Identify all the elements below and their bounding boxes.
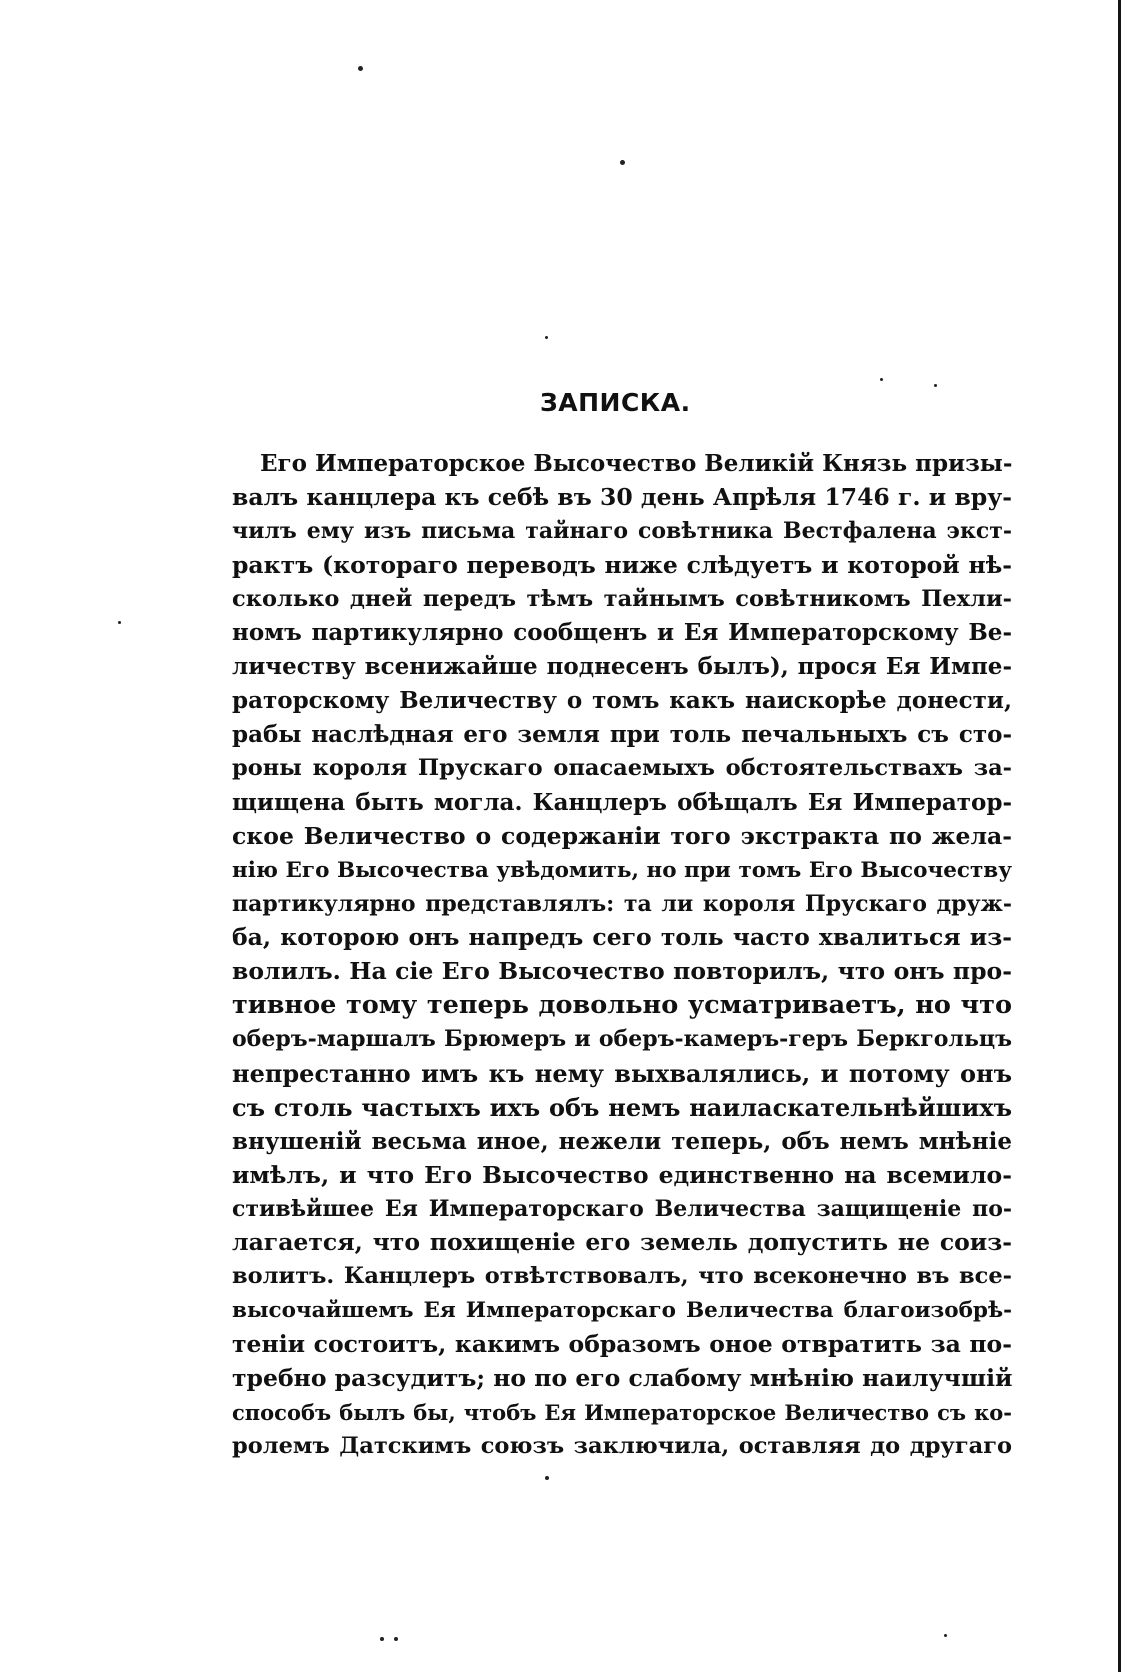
- ink-speck: [620, 160, 625, 165]
- text-line: теніи состоитъ, какимъ образомъ оное отвратить за по-: [232, 1330, 1012, 1359]
- text-line: щищена быть могла. Канцлеръ обѣщалъ Ея Император-: [232, 788, 1012, 816]
- ink-speck: [118, 621, 121, 624]
- text-line: рактъ (котораго переводъ ниже слѣдуетъ и которой нѣ-: [232, 550, 1012, 579]
- text-line: высочайшемъ Ея Императорскаго Величества благоизобрѣ-: [232, 1298, 1012, 1324]
- text-line: ское Величество о содержаніи того экстракта по жела-: [232, 821, 1012, 850]
- text-line: сколько дней передъ тѣмъ тайнымъ совѣтникомъ Пехли-: [232, 585, 1012, 612]
- ink-speck: [944, 1634, 947, 1637]
- text-line: непрестанно имъ къ нему выхвалялись, и потому онъ: [232, 1059, 1012, 1089]
- ink-speck: [880, 378, 883, 381]
- text-line: валъ канцлера къ себѣ въ 30 день Апрѣля 1746 г. и вру-: [232, 482, 1012, 511]
- text-line: Его Императорское Высочество Великій Князь призы-: [260, 450, 1012, 477]
- ink-speck: [394, 1637, 398, 1641]
- text-line: волилъ. На сіе Его Высочество повторилъ, что онъ про-: [232, 957, 1012, 986]
- ink-speck: [545, 336, 548, 339]
- text-line: нію Его Высочества увѣдомить, но при томъ Его Высочеству: [232, 857, 1012, 883]
- text-line: способъ былъ бы, чтобъ Ея Императорское Величество съ ко-: [232, 1399, 1012, 1425]
- ink-speck: [358, 66, 363, 71]
- text-line: раторскому Величеству о томъ какъ наискорѣе донести,: [232, 687, 1012, 715]
- text-line: рабы наслѣдная его земля при толь печальныхъ съ сто-: [232, 721, 1012, 749]
- page-title: ЗАПИСКА.: [540, 388, 691, 417]
- text-line: личеству всенижайше поднесенъ былъ), прося Ея Импе-: [232, 653, 1012, 681]
- text-line: стивѣйшее Ея Императорскаго Величества защищеніе по-: [232, 1195, 1012, 1222]
- text-line: партикулярно представлялъ: та ли короля Прускаго друж-: [232, 890, 1012, 917]
- text-line: чилъ ему изъ письма тайнаго совѣтника Вестфалена экст-: [232, 517, 1012, 544]
- text-line: тивное тому теперь довольно усматриваетъ, но что: [232, 990, 1012, 1021]
- text-line: номъ партикулярно сообщенъ и Ея Императорскому Ве-: [232, 619, 1012, 647]
- text-line: требно разсудитъ; но по его слабому мнѣнію наилучшій: [232, 1364, 1012, 1393]
- page-edge-rule: [1118, 0, 1121, 1672]
- text-line: оберъ-маршалъ Брюмеръ и оберъ-камеръ-геръ Беркгольцъ: [232, 1026, 1012, 1053]
- text-line: имѣлъ, и что Его Высочество единственно на всемило-: [232, 1160, 1012, 1189]
- ink-speck: [934, 384, 937, 387]
- ink-speck: [380, 1637, 384, 1641]
- ink-speck: [545, 1476, 549, 1480]
- text-line: ба, которою онъ напредъ сего толь часто хвалиться из-: [232, 923, 1012, 952]
- body-text: [232, 447, 1012, 1464]
- text-line: роны короля Прускаго опасаемыхъ обстоятельствахъ за-: [232, 755, 1012, 782]
- text-line: ролемъ Датскимъ союзъ заключила, оставляя до другаго: [232, 1432, 1012, 1459]
- text-line: внушеній весьма иное, нежели теперь, объ немъ мнѣніе: [232, 1127, 1012, 1155]
- text-line: волитъ. Канцлеръ отвѣтствовалъ, что всеконечно въ все-: [232, 1263, 1012, 1290]
- text-line: съ столь частыхъ ихъ объ немъ наиласкательнѣйшихъ: [232, 1092, 1012, 1122]
- text-line: лагается, что похищеніе его земель допустить не соиз-: [232, 1228, 1012, 1257]
